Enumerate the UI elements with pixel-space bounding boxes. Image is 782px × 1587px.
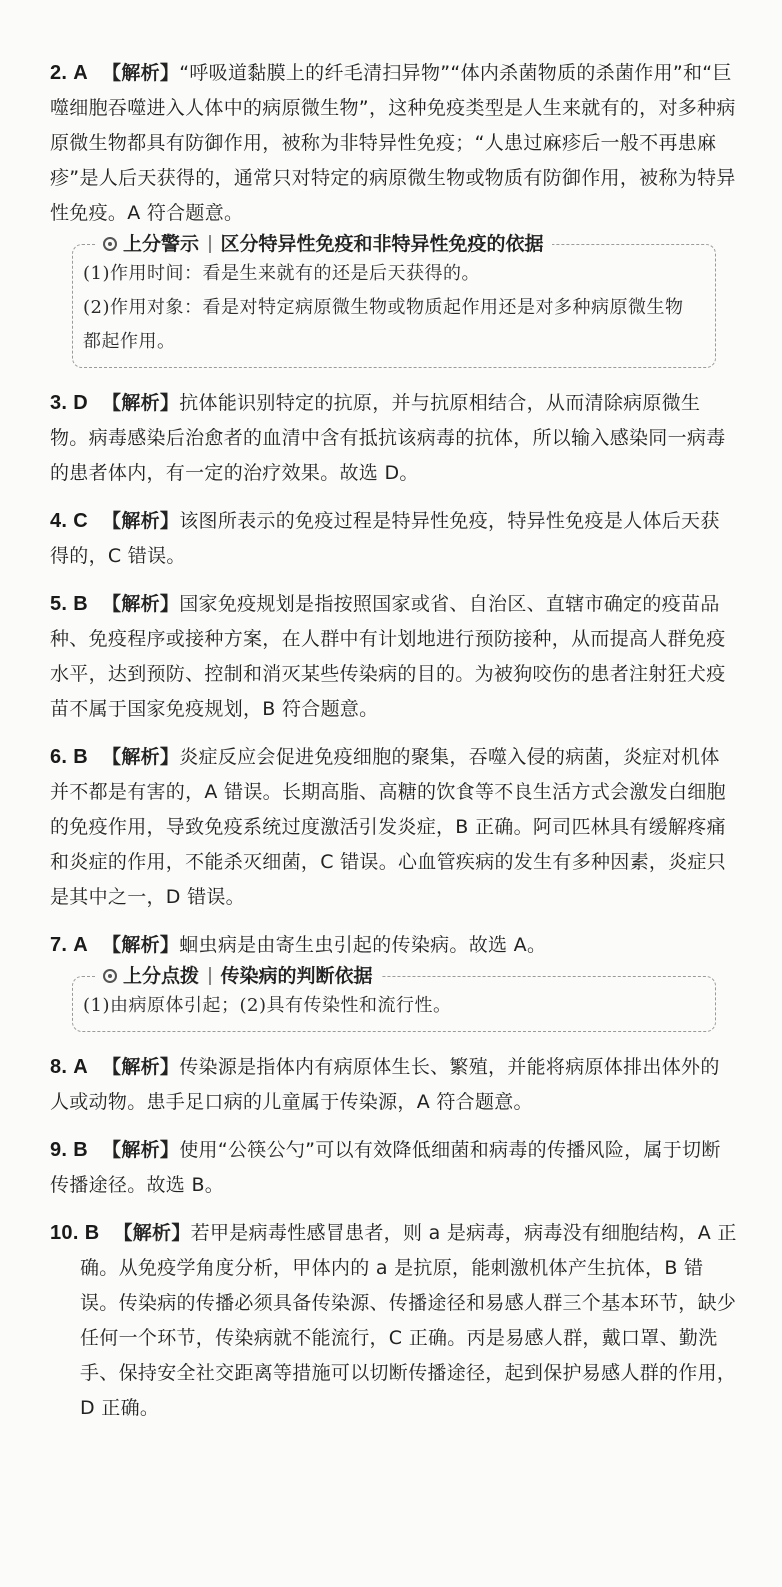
- analysis-tag: 【解析】: [102, 62, 180, 84]
- analysis-text: 抗体能识别特定的抗原，并与抗原相结合，从而清除病原微生物。病毒感染后治愈者的血清中含有抵抗该病毒的抗体，所以输入感染同一病毒的患者体内，有一定的治疗效果。故选 D。: [50, 392, 726, 484]
- answer-item-2: [50, 56, 738, 231]
- analysis-tag: 【解析】: [102, 1139, 180, 1161]
- question-number: 8.: [50, 1056, 68, 1078]
- answer-letter: B: [84, 1222, 100, 1244]
- answer-item-5: [50, 587, 738, 727]
- analysis-tag: 【解析】: [102, 593, 180, 615]
- answer-letter: D: [73, 392, 89, 414]
- tip-line: (1)作用时间：看是生来就有的还是后天获得的。: [83, 263, 480, 284]
- answer-letter: B: [73, 746, 89, 768]
- analysis-text: 使用“公筷公勺”可以有效降低细菌和病毒的传播风险，属于切断传播途径。故选 B。: [50, 1139, 721, 1196]
- analysis-tag: 【解析】: [102, 934, 180, 956]
- answer-item-4: [50, 504, 738, 574]
- analysis-tag: 【解析】: [102, 392, 180, 414]
- tip-title: 上分点拨: [123, 965, 200, 987]
- divider: [209, 967, 211, 985]
- analysis-text: “呼吸道黏膜上的纤毛清扫异物”“体内杀菌物质的杀菌作用”和“巨噬细胞吞噬进入人体中的病原微生物”，这种免疫类型是人生来就有的，对多种病原微生物都具有防御作用，被称为非特异性免疫；“人患过麻疹后一般不再患麻疹”是人后天获得的，通常只对特定的病原微生物或物质有防御作用，被称为特异性免疫。A 符合题意。: [50, 62, 736, 224]
- tip-header: [95, 231, 552, 257]
- analysis-text: 传染源是指体内有病原体生长、繁殖，并能将病原体排出体外的人或动物。患手足口病的儿童属于传染源，A 符合题意。: [50, 1056, 720, 1113]
- question-number: 3.: [50, 392, 68, 414]
- answer-letter: C: [73, 510, 89, 532]
- answer-item-8: [50, 1050, 738, 1120]
- tip-title: 上分警示: [123, 233, 200, 255]
- answer-item-10: [50, 1216, 738, 1426]
- bullet-circle-icon: [103, 237, 117, 251]
- answer-letter: A: [73, 934, 89, 956]
- divider: [209, 235, 211, 253]
- analysis-text: 若甲是病毒性感冒患者，则 a 是病毒，病毒没有细胞结构，A 正确。从免疫学角度分析，甲体内的 a 是抗原，能刺激机体产生抗体，B 错误。传染病的传播必须具备传染源、传播途径和易感人群三个基本环节，缺少任何一个环节，传染病就不能流行，C 正确。丙是易感人群，戴口罩、勤洗手、保持安全社交距离等措施可以切断传播途径，起到保护易感人群的作用，D 正确。: [80, 1222, 737, 1419]
- analysis-tag: 【解析】: [102, 510, 180, 532]
- tip-line: (2)作用对象：看是对特定病原微生物或物质起作用还是对多种病原微生物都起作用。: [83, 297, 684, 352]
- tip-subtitle: 区分特异性免疫和非特异性免疫的依据: [220, 233, 544, 255]
- question-number: 7.: [50, 934, 68, 956]
- question-number: 10.: [50, 1222, 79, 1244]
- tip-line: (1)由病原体引起；(2)具有传染性和流行性。: [83, 995, 452, 1016]
- tip-box-warning: [72, 233, 716, 368]
- answer-letter: A: [73, 62, 89, 84]
- analysis-text: 炎症反应会促进免疫细胞的聚集，吞噬入侵的病菌，炎症对机体并不都是有害的，A 错误。长期高脂、高糖的饮食等不良生活方式会激发白细胞的免疫作用，导致免疫系统过度激活引发炎症，B 正确。阿司匹林具有缓解疼痛和炎症的作用，不能杀灭细菌，C 错误。心血管疾病的发生有多种因素，炎症只是其中之一，D 错误。: [50, 746, 727, 908]
- analysis-text: 该图所表示的免疫过程是特异性免疫，特异性免疫是人体后天获得的，C 错误。: [50, 510, 720, 567]
- question-number: 2.: [50, 62, 68, 84]
- tip-box-hint: [72, 965, 716, 1032]
- analysis-text: 国家免疫规划是指按照国家或省、自治区、直辖市确定的疫苗品种、免疫程序或接种方案，在人群中有计划地进行预防接种，从而提高人群免疫水平，达到预防、控制和消灭某些传染病的目的。为被狗咬伤的患者注射狂犬疫苗不属于国家免疫规划，B 符合题意。: [50, 593, 726, 720]
- question-number: 5.: [50, 593, 68, 615]
- answer-item-7: [50, 928, 738, 963]
- question-number: 6.: [50, 746, 68, 768]
- answer-item-3: [50, 386, 738, 491]
- answer-item-9: [50, 1133, 738, 1203]
- answer-letter: A: [73, 1056, 89, 1078]
- analysis-tag: 【解析】: [113, 1222, 191, 1244]
- answer-item-6: [50, 740, 738, 915]
- analysis-tag: 【解析】: [102, 1056, 180, 1078]
- bullet-circle-icon: [103, 969, 117, 983]
- question-number: 9.: [50, 1139, 68, 1161]
- answer-letter: B: [73, 593, 89, 615]
- analysis-tag: 【解析】: [102, 746, 180, 768]
- question-number: 4.: [50, 510, 68, 532]
- analysis-text: 蛔虫病是由寄生虫引起的传染病。故选 A。: [179, 934, 547, 956]
- tip-header: [95, 963, 381, 989]
- tip-subtitle: 传染病的判断依据: [220, 965, 373, 987]
- answer-letter: B: [73, 1139, 89, 1161]
